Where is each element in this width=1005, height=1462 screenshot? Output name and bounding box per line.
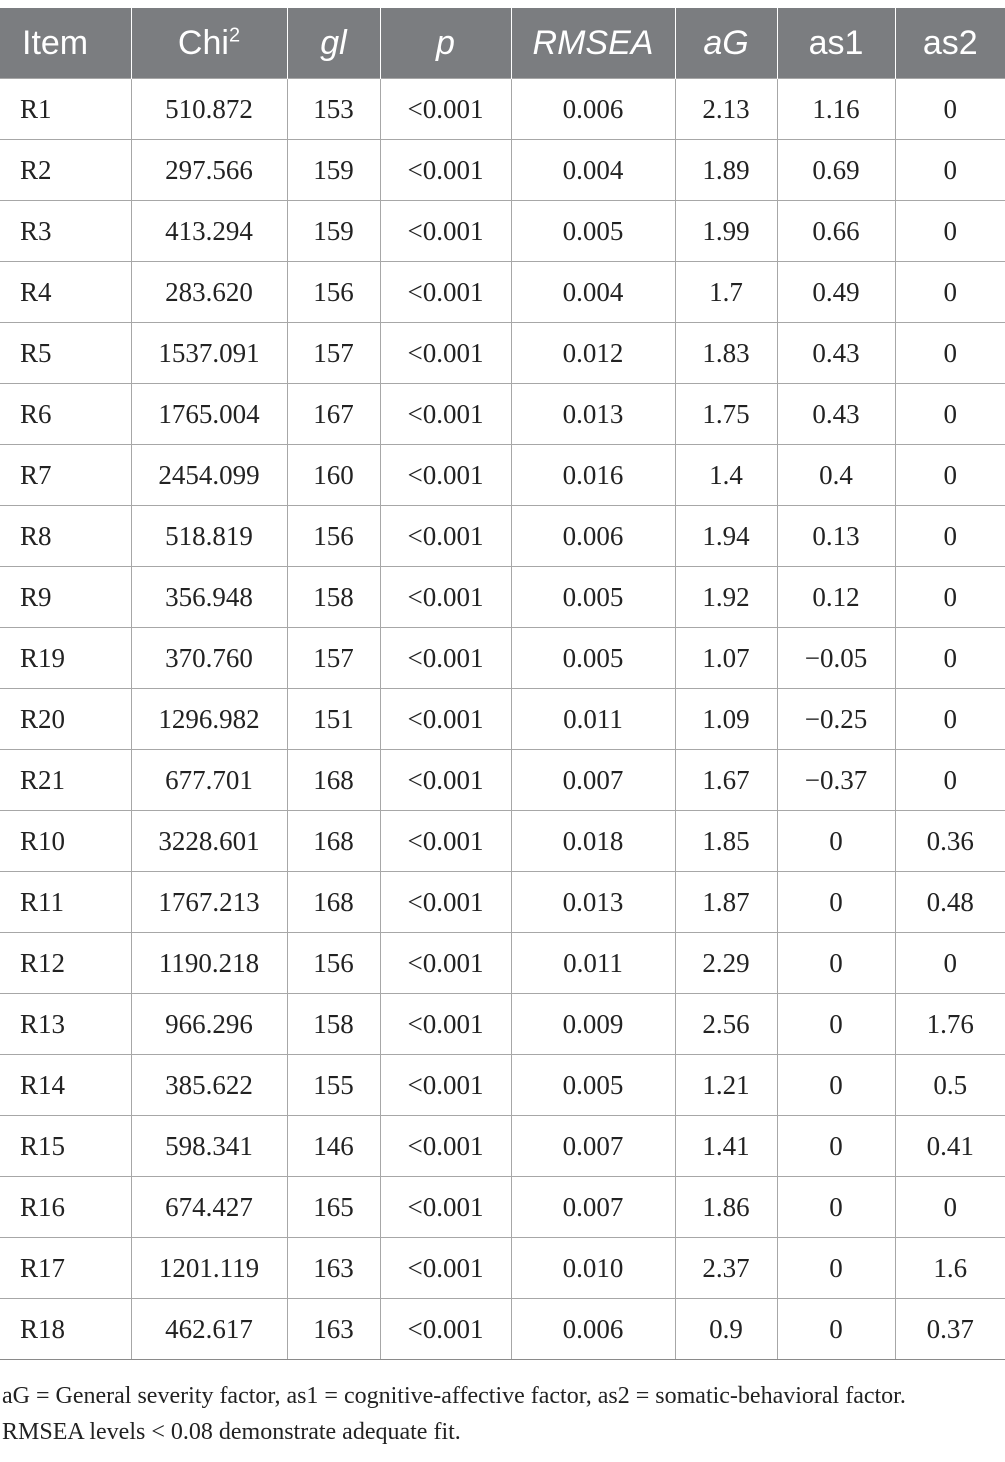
table-cell: 163 [287,1299,380,1360]
table-cell: 0.41 [895,1116,1005,1177]
table-cell: 1.67 [675,750,777,811]
table-cell: 0 [895,79,1005,140]
table-cell: 160 [287,445,380,506]
table-cell: 1.16 [777,79,895,140]
table-cell: 0 [777,1238,895,1299]
table-row [0,750,1005,811]
table-cell: 0.004 [511,140,675,201]
table-cell: R1 [0,79,131,140]
footnote-line-1: aG = General severity factor, as1 = cognitive-affective factor, as2 = somatic-behavioral factor. [2,1383,906,1409]
table-cell: 163 [287,1238,380,1299]
table-cell: 0 [777,994,895,1055]
table-cell: 153 [287,79,380,140]
table-cell: 0 [895,567,1005,628]
table-cell: 674.427 [131,1177,287,1238]
table-cell: 1.86 [675,1177,777,1238]
table-cell: 1.75 [675,384,777,445]
table-cell: 155 [287,1055,380,1116]
table-cell: R13 [0,994,131,1055]
table-cell: R17 [0,1238,131,1299]
table-cell: 2.37 [675,1238,777,1299]
table-cell: 0 [777,933,895,994]
table-cell: <0.001 [380,323,511,384]
table-cell: −0.25 [777,689,895,750]
table-row [0,933,1005,994]
table-cell: 0 [777,1299,895,1360]
table-cell: 0.007 [511,1177,675,1238]
table-cell: 297.566 [131,140,287,201]
table-cell: 0 [895,750,1005,811]
table-cell: 157 [287,323,380,384]
table-cell: 0.12 [777,567,895,628]
table-cell: 0.48 [895,872,1005,933]
table-row [0,628,1005,689]
table-cell: 0.005 [511,1055,675,1116]
table-cell: 168 [287,750,380,811]
table-cell: 0 [895,140,1005,201]
table-cell: 156 [287,933,380,994]
table-cell: 165 [287,1177,380,1238]
table-cell: 0.009 [511,994,675,1055]
column-header-5 [675,8,777,79]
table-row [0,1238,1005,1299]
table-cell: R11 [0,872,131,933]
table-cell: 0.004 [511,262,675,323]
table-row [0,1177,1005,1238]
table-cell: 0.018 [511,811,675,872]
table-cell: 156 [287,262,380,323]
table-cell: R10 [0,811,131,872]
column-header-label: Chi [177,23,229,62]
table-cell: 1765.004 [131,384,287,445]
table-cell: 156 [287,506,380,567]
table-footnote [2,1378,1002,1450]
table-cell: 0 [777,1177,895,1238]
table-cell: 0.13 [777,506,895,567]
table-cell: <0.001 [380,1055,511,1116]
table-cell: 2.13 [675,79,777,140]
table-cell: 151 [287,689,380,750]
table-cell: R4 [0,262,131,323]
column-header-label: as2 [922,23,978,62]
table-cell: 1296.982 [131,689,287,750]
table-cell: 0.016 [511,445,675,506]
table-cell: 0 [895,445,1005,506]
table-cell: 0.66 [777,201,895,262]
table-cell: 1537.091 [131,323,287,384]
table-cell: <0.001 [380,872,511,933]
table-cell: R7 [0,445,131,506]
table-cell: 0.69 [777,140,895,201]
table-cell: 0 [895,384,1005,445]
table-cell: −0.37 [777,750,895,811]
table-cell: R2 [0,140,131,201]
table-cell: 3228.601 [131,811,287,872]
table-cell: 510.872 [131,79,287,140]
table-cell: <0.001 [380,384,511,445]
table-cell: 2454.099 [131,445,287,506]
table-cell: 1.99 [675,201,777,262]
table-cell: 1.83 [675,323,777,384]
table-cell: <0.001 [380,1116,511,1177]
footnote-line-2: RMSEA levels < 0.08 demonstrate adequate fit. [2,1419,461,1445]
table-cell: 0.9 [675,1299,777,1360]
table-cell: 167 [287,384,380,445]
column-header-3 [380,8,511,79]
table-cell: 168 [287,872,380,933]
table-row [0,201,1005,262]
table-cell: 0.013 [511,384,675,445]
table-cell: 283.620 [131,262,287,323]
table-cell: 0 [895,201,1005,262]
column-header-4 [511,8,675,79]
table-row [0,79,1005,140]
table-cell: <0.001 [380,628,511,689]
table-cell: 1.7 [675,262,777,323]
table-cell: 0 [895,1177,1005,1238]
table-cell: R18 [0,1299,131,1360]
table-cell: 0.013 [511,872,675,933]
table-body [0,79,1005,1360]
table-cell: R8 [0,506,131,567]
table-cell: 1.85 [675,811,777,872]
table-cell: 0.011 [511,689,675,750]
table-cell: 1.92 [675,567,777,628]
table-cell: 158 [287,567,380,628]
header-row [0,8,1005,79]
table-cell: 0.005 [511,628,675,689]
table-cell: 1767.213 [131,872,287,933]
table-cell: R16 [0,1177,131,1238]
table-cell: 0.007 [511,1116,675,1177]
table-cell: R21 [0,750,131,811]
table-cell: 0.43 [777,384,895,445]
table-cell: 168 [287,811,380,872]
table-cell: R5 [0,323,131,384]
table-row [0,811,1005,872]
table-cell: 1201.119 [131,1238,287,1299]
table-cell: 158 [287,994,380,1055]
table-cell: 159 [287,140,380,201]
table-cell: 2.56 [675,994,777,1055]
table-cell: 598.341 [131,1116,287,1177]
table-row [0,689,1005,750]
table-cell: 2.29 [675,933,777,994]
table-cell: 370.760 [131,628,287,689]
table-cell: 1.76 [895,994,1005,1055]
table-cell: <0.001 [380,445,511,506]
table-row [0,1055,1005,1116]
table-cell: 0 [895,628,1005,689]
table-cell: <0.001 [380,1238,511,1299]
table-row [0,1299,1005,1360]
table-cell: <0.001 [380,811,511,872]
table-cell: 385.622 [131,1055,287,1116]
table-cell: 462.617 [131,1299,287,1360]
table-cell: R9 [0,567,131,628]
table-cell: R14 [0,1055,131,1116]
table-cell: 1.21 [675,1055,777,1116]
column-header-label: aG [703,23,749,62]
table-cell: 0.011 [511,933,675,994]
table-cell: 1.6 [895,1238,1005,1299]
column-header-label: as1 [808,23,864,62]
table-cell: 1.94 [675,506,777,567]
column-header-2 [287,8,380,79]
table-cell: 1.09 [675,689,777,750]
table-cell: <0.001 [380,140,511,201]
table-cell: 0 [895,262,1005,323]
column-header-superscript: 2 [228,24,241,47]
column-header-label: Item [22,23,89,62]
table-row [0,140,1005,201]
table-cell: <0.001 [380,933,511,994]
table-row [0,506,1005,567]
table-header [0,8,1005,79]
table-cell: 0 [777,1055,895,1116]
table-row [0,994,1005,1055]
table-cell: <0.001 [380,1299,511,1360]
table-cell: 413.294 [131,201,287,262]
table-cell: 157 [287,628,380,689]
table-cell: 159 [287,201,380,262]
column-header-6 [777,8,895,79]
table-cell: 146 [287,1116,380,1177]
table-row [0,445,1005,506]
table-cell: <0.001 [380,262,511,323]
table-cell: 677.701 [131,750,287,811]
table-row [0,567,1005,628]
table-cell: R3 [0,201,131,262]
table-cell: −0.05 [777,628,895,689]
column-header-1 [131,8,287,79]
table-cell: <0.001 [380,1177,511,1238]
table-row [0,1116,1005,1177]
table-cell: 0.37 [895,1299,1005,1360]
column-header-label: p [436,23,455,62]
table-cell: 0.005 [511,567,675,628]
table-cell: 356.948 [131,567,287,628]
column-header-7 [895,8,1005,79]
table-cell: 0.005 [511,201,675,262]
table-cell: 0.006 [511,506,675,567]
table-cell: 518.819 [131,506,287,567]
table-cell: <0.001 [380,201,511,262]
table-cell: 0 [895,933,1005,994]
table-cell: <0.001 [380,567,511,628]
table-cell: 966.296 [131,994,287,1055]
table-cell: 0 [777,811,895,872]
table-cell: R20 [0,689,131,750]
table-cell: 0 [895,323,1005,384]
table-cell: 0 [895,689,1005,750]
table-cell: 0.4 [777,445,895,506]
column-header-label: gl [320,23,347,62]
table-cell: 1.89 [675,140,777,201]
table-cell: R15 [0,1116,131,1177]
table-cell: 0.43 [777,323,895,384]
table-cell: 0.006 [511,1299,675,1360]
table-cell: <0.001 [380,689,511,750]
table-cell: 0.36 [895,811,1005,872]
table-row [0,384,1005,445]
table-row [0,872,1005,933]
table-cell: 0 [777,1116,895,1177]
table-cell: R6 [0,384,131,445]
table-cell: 1190.218 [131,933,287,994]
table-cell: 0.007 [511,750,675,811]
table-cell: 0.49 [777,262,895,323]
table-cell: 0.5 [895,1055,1005,1116]
table-cell: R12 [0,933,131,994]
table-cell: 0.006 [511,79,675,140]
table-cell: 1.87 [675,872,777,933]
results-table [0,8,1005,1360]
table-cell: 1.41 [675,1116,777,1177]
table-cell: <0.001 [380,79,511,140]
table-cell: 0 [777,872,895,933]
table-row [0,262,1005,323]
table-cell: <0.001 [380,994,511,1055]
table-row [0,323,1005,384]
table-cell: 1.07 [675,628,777,689]
table-cell: R19 [0,628,131,689]
table-cell: 0.010 [511,1238,675,1299]
table-cell: <0.001 [380,750,511,811]
table-cell: <0.001 [380,506,511,567]
column-header-label: RMSEA [532,23,654,62]
table-cell: 0.012 [511,323,675,384]
table-cell: 0 [895,506,1005,567]
table-cell: 1.4 [675,445,777,506]
column-header-0 [0,8,131,79]
